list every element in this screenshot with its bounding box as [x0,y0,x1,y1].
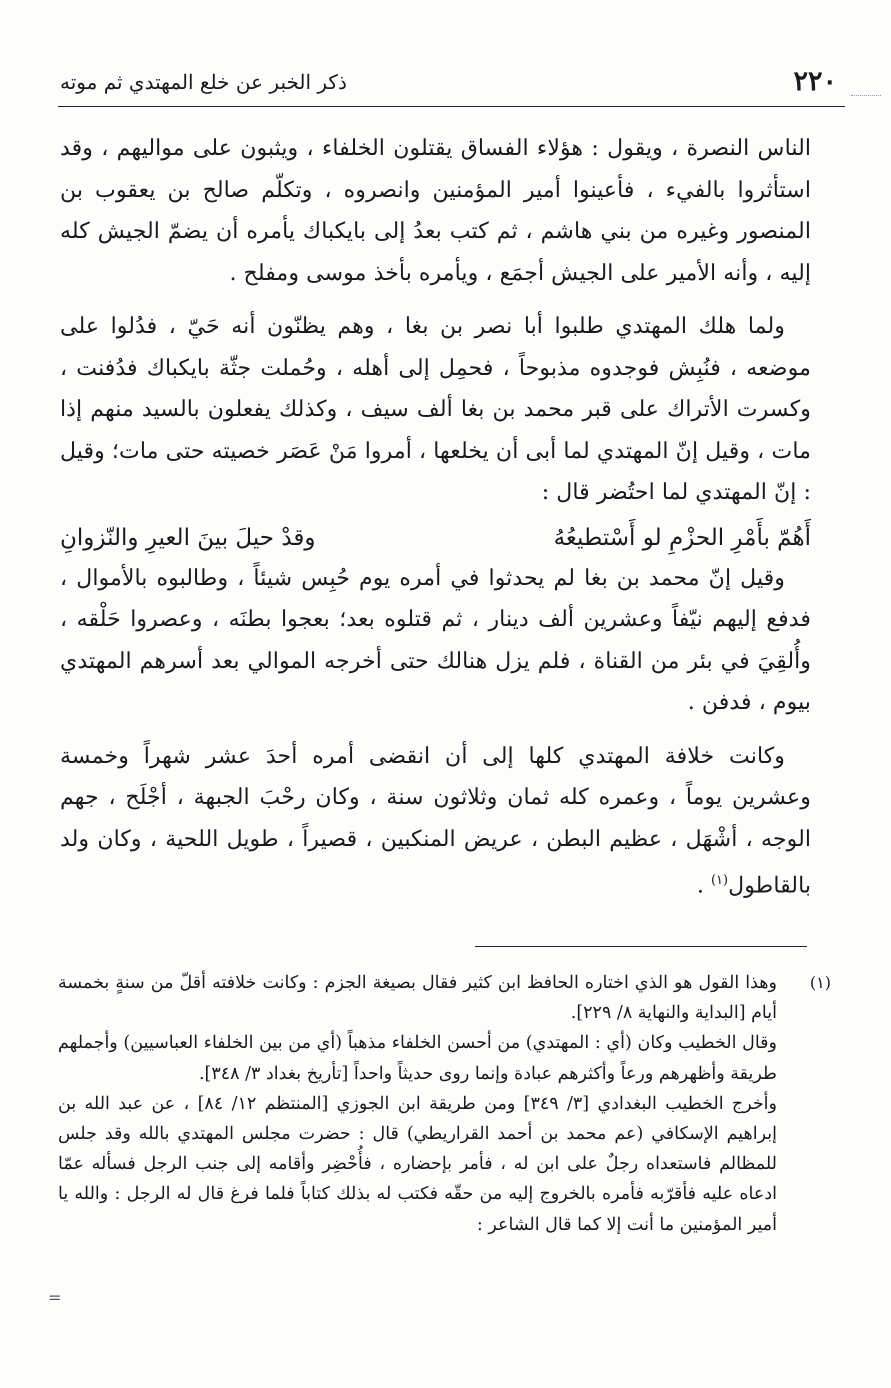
paragraph-1: الناس النصرة ، ويقول : هؤلاء الفساق يقتلون الخلفاء ، ويثبون على مواليهم ، وقد استأثروا بالفيء ، فأعينوا أمير المؤمنين وانصروه ، وتكلّم صالح بن يعقوب بن المنصور وغيره من بني هاشم ، ثم كتب بعدُ إلى بايكباك يأمره أن يضمّ الجيش كله إليه ، وأنه الأمير على الجيش أجمَع ، ويأمره بأخذ موسى ومفلح . [60,135,811,286]
paragraph-2: ولما هلك المهتدي طلبوا أبا نصر بن بغا ، وهم يظنّون أنه حَيّ ، فدُلوا على موضعه ، فنُبِش فوجدوه مذبوحاً ، فحمِل إلى أهله ، وحُملت جثّة بايكباك فدُفنت ، وكسرت الأتراك على قبر محمد بن بغا ألف سيف ، وكذلك يفعلون بالسيد منهم إذا مات ، وقيل إنّ المهتدي لما أبى أن يخلعها ، أمروا مَنْ عَصَر خصيته حتى مات؛ وقيل : إنّ المهتدي لما احتُضر قال : [60,313,811,505]
page-number: ٢٢٠ [793,66,837,97]
margin-tick [851,95,881,96]
footnote-1-part-c: وأخرج الخطيب البغدادي [٣/ ٣٤٩] ومن طريقة ابن الجوزي [المنتظم ١٢/ ٨٤] ، عن عبد الله بن إبراهيم الإسكافي (عم محمد بن أحمد القراريطي) قال : حضرت مجلس المهتدي بالله وقد جلس للمظالم فاستعداه رجلٌ على ابن له ، فأمر بإحضاره ، فأُحْضِر وأقامه إلى جنب الرجل فسأله عمّا ادعاه عليه فأقرّبه فأمره بالخروج إليه من حقّه فكتب له بذلك كتاباً فلما فرغ قال له الرجل : والله يا أمير المؤمنين ما أنت إلا كما قال الشاعر : [58,1093,777,1235]
footnote-1-part-a: وهذا القول هو الذي اختاره الحافظ ابن كثير فقال بصيغة الجزم : وكانت خلافته أقلّ من سنةٍ بخمسة أيام [البداية والنهاية ٨/ ٢٢٩]. [58,973,777,1024]
footnote-1 [58,968,833,1028]
footnote-reference[interactable]: (١) [710,873,729,888]
poetry-verse [60,518,811,558]
margin-mark: = [48,1288,62,1307]
running-title: ذكر الخبر عن خلع المهتدي ثم موته [60,70,347,94]
footnotes [58,968,833,1240]
page-header [58,62,845,107]
paragraph-4-text: وكانت خلافة المهتدي كلها إلى أن انقضى أمره أحدَ عشر شهراً وخمسة وعشرين يوماً ، وعمره كله ثمان وثلاثون سنة ، وكان رحْبَ الجبهة ، أجْلَح ، جهم الوجه ، أشْهَل ، عظيم البطن ، عريض المنكبين ، قصيراً ، طويل اللحية ، وكان ولد بالقاطول [60,742,811,899]
verse-second-hemistich: وقدْ حيلَ بينَ العيرِ والنّزوانِ [60,524,316,551]
paragraph-4-end: . [696,872,711,899]
footnote-1-part-b: وقال الخطيب وكان (أي : المهتدي) من أحسن الخلفاء مذهباً (أي من بين الخلفاء العباسيين) وأجملهم طريقة وأظهرهم ورعاً وأكثرهم عبادة وإنما روى حديثاً واحداً [تأريخ بغداد ٣/ ٣٤٨]. [58,1033,777,1084]
paragraph-4 [60,736,811,907]
main-text [60,128,811,907]
paragraph-3: وقيل إنّ محمد بن بغا لم يحدثوا في أمره يوم حُبِس شيئاً ، وطالبوه بالأموال ، فدفع إليهم نيّفاً وعشرين ألف دينار ، ثم قتلوه بعد؛ بعجوا بطنَه ، وعصروا حَلْقه ، وأُلقِيَ في بئر من القناة ، فلم يزل هنالك حتى أخرجه الموالي بعد أسرهم المهتدي بيوم ، فدفن . [60,564,811,715]
verse-first-hemistich: أَهُمّ بأَمْرِ الحزْمِ لو أَسْتطيعُهُ [553,524,811,551]
footnote-separator [475,946,807,947]
footnote-marker: (١) [809,973,831,992]
